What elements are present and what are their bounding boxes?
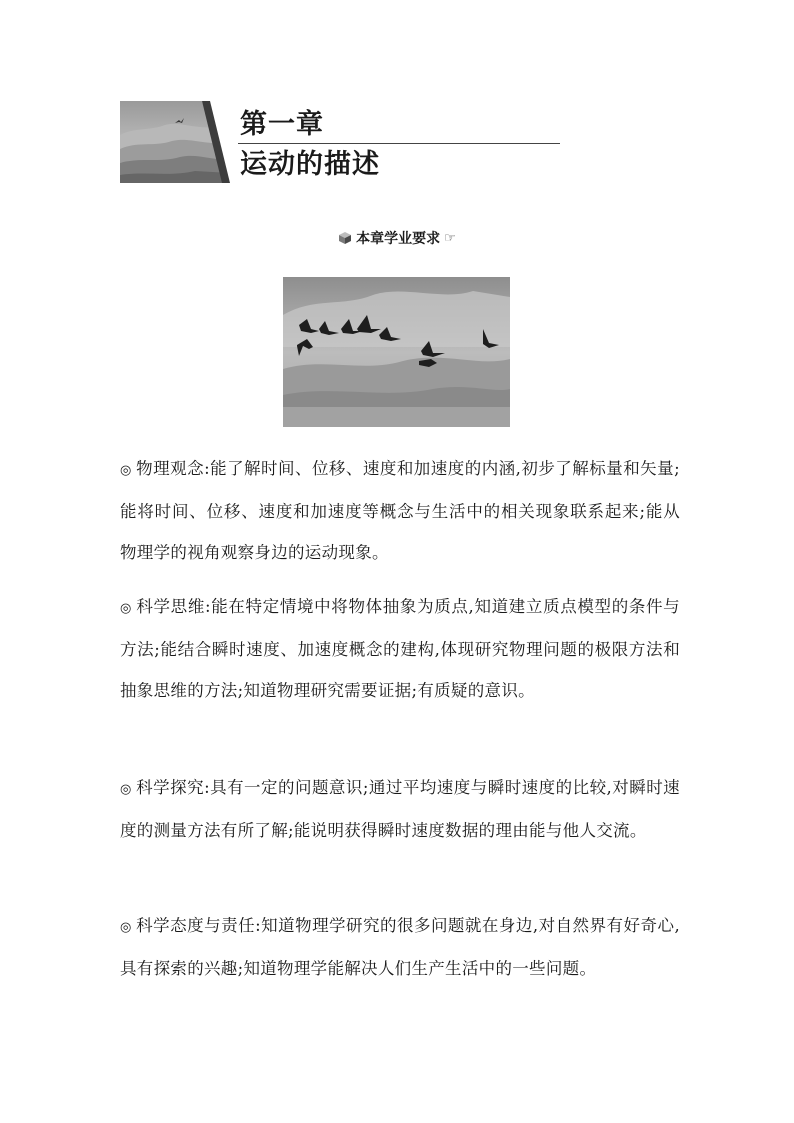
flying-geese-photo [283, 277, 510, 427]
chapter-number: 第一章 [240, 109, 324, 140]
requirements-heading-text: 本章学业要求 [356, 231, 441, 247]
requirement-text: 科学思维:能在特定情境中将物体抽象为质点,知道建立质点模型的条件与方法;能结合瞬时速度、加速度概念的建构,体现研究物理问题的极限方法和抽象思维的方法;知道物理研究需要证据;有质疑的意识。 [120, 597, 680, 700]
requirement-item-scientific-attitude [120, 905, 680, 989]
cube-icon [338, 231, 352, 245]
chapter-title: 运动的描述 [240, 149, 380, 180]
requirement-text: 科学态度与责任:知道物理学研究的很多问题就在身边,对自然界有好奇心,具有探索的兴趣;知道物理学能解决人们生产生活中的一些问题。 [120, 916, 680, 978]
pointing-hand-icon: ☞ [444, 230, 456, 246]
chapter-divider [238, 143, 560, 144]
requirement-text: 物理观念:能了解时间、位移、速度和加速度的内涵,初步了解标量和矢量;能将时间、位移、速度和加速度等概念与生活中的相关现象联系起来;能从物理学的视角观察身边的运动现象。 [120, 459, 680, 562]
bullet-circle-icon: ◎ [120, 782, 132, 797]
bullet-circle-icon: ◎ [120, 463, 132, 478]
requirements-heading [0, 227, 794, 249]
chapter-banner-image [120, 101, 230, 183]
bullet-circle-icon: ◎ [120, 920, 132, 935]
bullet-circle-icon: ◎ [120, 601, 132, 616]
requirement-item-scientific-thinking [120, 586, 680, 711]
requirement-text: 科学探究:具有一定的问题意识;通过平均速度与瞬时速度的比较,对瞬时速度的测量方法有所了解;能说明获得瞬时速度数据的理由能与他人交流。 [120, 778, 680, 840]
requirement-item-physics-concepts [120, 448, 680, 573]
requirement-item-scientific-inquiry [120, 767, 680, 851]
